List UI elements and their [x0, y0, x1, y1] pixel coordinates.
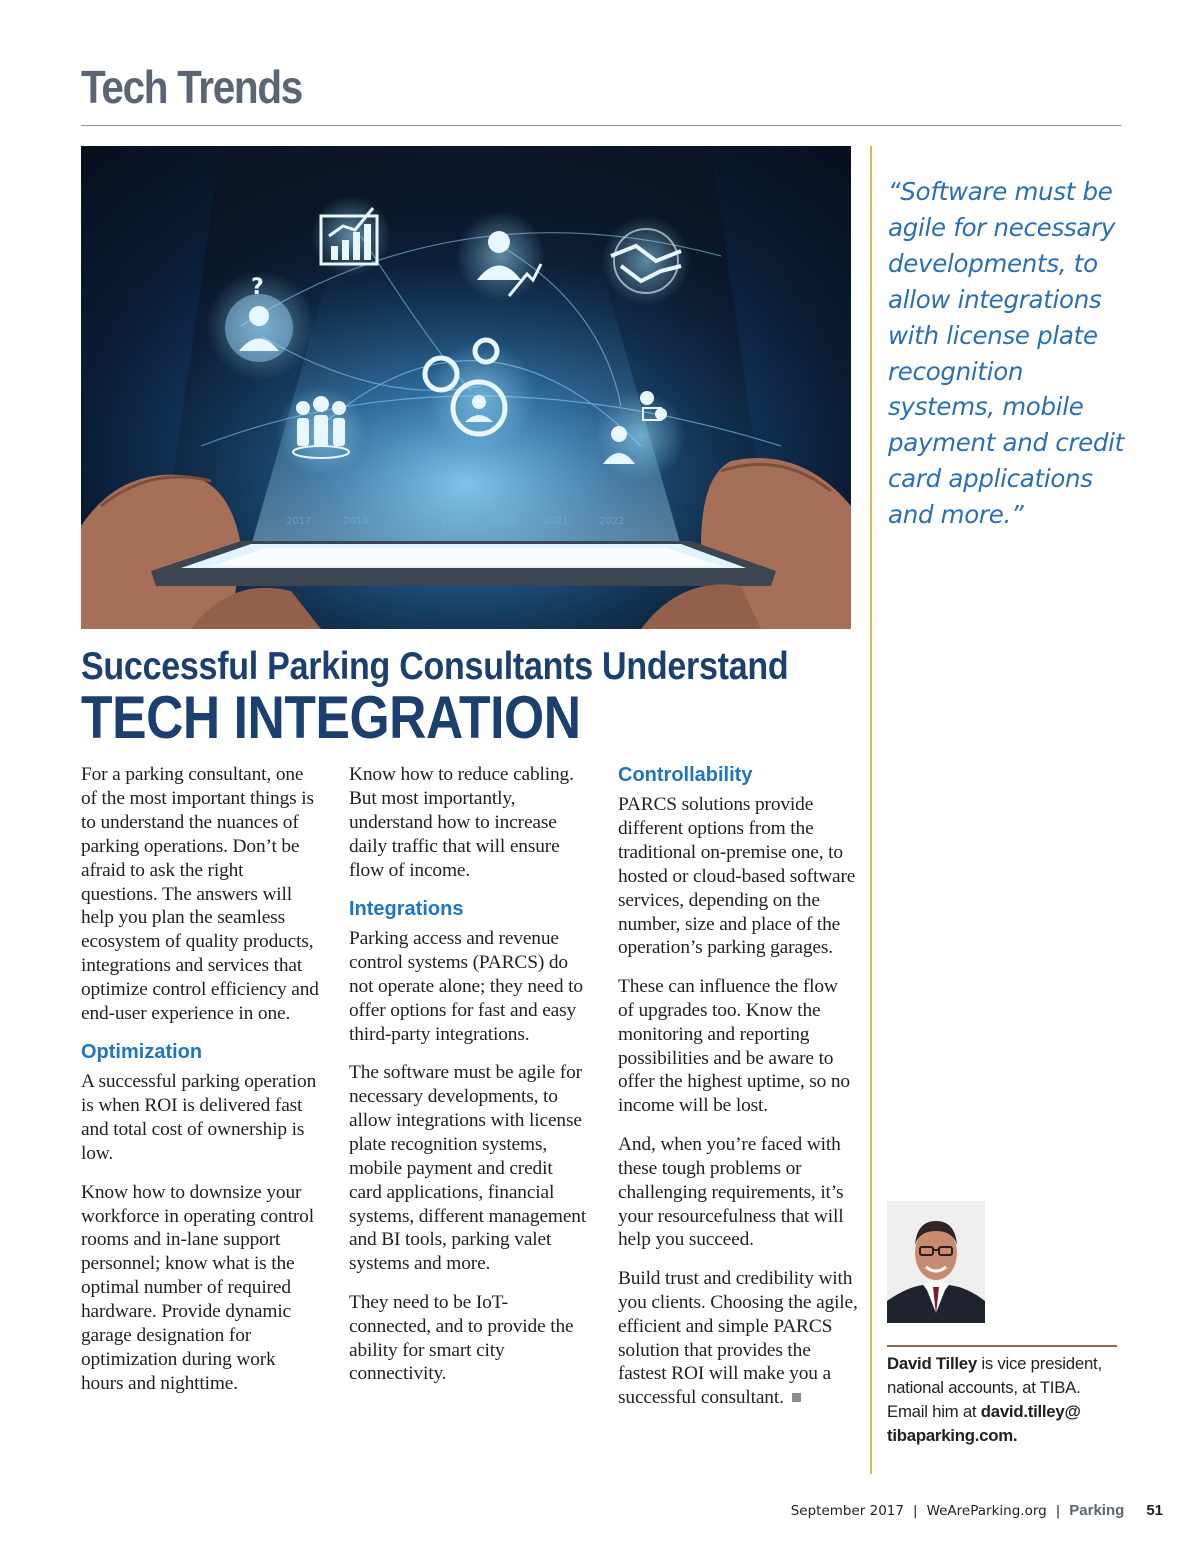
email-label: Email him at [887, 1402, 981, 1422]
sidebar-rule [870, 146, 872, 1474]
author-email[interactable]: david.tilley@ [980, 1402, 1081, 1422]
author-title: is vice president, [976, 1354, 1102, 1373]
end-mark-icon [792, 1393, 801, 1402]
author-photo [887, 1201, 985, 1323]
controllability-heading: Controllability [618, 764, 753, 786]
body-paragraph: These can influence the flow of upgrades too. Know the monitoring and reporting possibilities and be aware to offer the highest uptime, so no income will be lost. [618, 975, 850, 1117]
header-rule [81, 125, 1121, 126]
column-3 [618, 763, 858, 1425]
website-link[interactable]: WeAreParking.org [926, 1503, 1047, 1519]
svg-text:2021: 2021 [543, 516, 569, 527]
bio-rule [887, 1345, 1117, 1347]
body-paragraph: PARCS solutions provide different options from the traditional on-premise one, to hosted or cloud-based software services, depending on the number, size and place of the operation’s parking garages. [618, 794, 856, 959]
hero-image [81, 146, 851, 629]
closing-paragraph [618, 1267, 858, 1410]
column-2 [349, 763, 589, 1401]
tablet-device [151, 541, 776, 586]
body-paragraph: Know how to reduce cabling. But most importantly, understand how to increase daily traffic that will ensure flow of income. [349, 764, 574, 881]
svg-text:2017: 2017 [286, 516, 312, 527]
hero-illustration [81, 146, 851, 629]
svg-text:2020: 2020 [493, 516, 519, 527]
body-paragraph: Parking access and revenue control systems (PARCS) do not operate alone; they need to offer options for fast and easy third-party integrations. [349, 928, 583, 1045]
footer-separator: | [1055, 1503, 1061, 1519]
body-paragraph: They need to be IoT-connected, and to provide the ability for smart city connectivity. [349, 1291, 574, 1385]
author-bio [887, 1352, 1127, 1448]
page-number: 51 [1146, 1502, 1163, 1519]
author-portrait [887, 1201, 985, 1323]
column-1 [81, 763, 321, 1410]
svg-text:2018: 2018 [343, 516, 369, 527]
section-title: Tech Trends [81, 61, 302, 113]
body-paragraph: And, when you’re faced with these tough problems or challenging requirements, it’s your resourcefulness that will help you succeed. [618, 1133, 844, 1251]
issue-date: September 2017 [790, 1503, 904, 1519]
optimization-heading: Optimization [81, 1041, 203, 1064]
svg-text:2022: 2022 [599, 516, 625, 527]
svg-text:2019: 2019 [441, 516, 467, 527]
svg-text:?: ? [251, 275, 264, 300]
pull-quote: “Software must be agile for necessary developments, to allow integrations with license plate recognition systems, mobile payment and credit card applications and more.” [888, 177, 1124, 530]
author-name: David Tilley [887, 1354, 977, 1373]
intro-paragraph: For a parking consultant, one of the most important things is to understand the nuances of parking operations. Don’t be afraid to ask the right questions. The answers will help you plan the seamless ecosystem of quality products, integrations and services that optimize control efficiency and end-user experience in one. [81, 764, 319, 1025]
magazine-name: Parking [1069, 1502, 1125, 1519]
footer-separator: | [913, 1503, 918, 1519]
headline-line2: TECH INTEGRATION [81, 684, 581, 751]
body-paragraph: A successful parking operation is when ROI is delivered fast and total cost of ownership is low. [81, 1071, 317, 1165]
author-org: national accounts, at TIBA. [887, 1378, 1081, 1398]
integrations-heading: Integrations [349, 898, 464, 921]
closing-text: Build trust and credibility with you clients. Choosing the agile, efficient and simple PARCS solution that provides the fastest ROI will make you a successful consultant. [618, 1267, 858, 1409]
body-paragraph: The software must be agile for necessary developments, to allow integrations with license plate recognition systems, mobile payment and credit card applications, financial systems, different management and BI tools, parking valet systems and more. [349, 1062, 587, 1275]
body-paragraph: Know how to downsize your workforce in operating control rooms and in-lane support personnel; know what is the optimal number of required hardware. Provide dynamic garage designation for optimization during work hours and nighttime. [81, 1181, 314, 1394]
page-footer [791, 1502, 1163, 1519]
headline-line1: Successful Parking Consultants Understand [81, 645, 789, 688]
author-email-domain[interactable]: tibaparking.com. [887, 1426, 1018, 1446]
